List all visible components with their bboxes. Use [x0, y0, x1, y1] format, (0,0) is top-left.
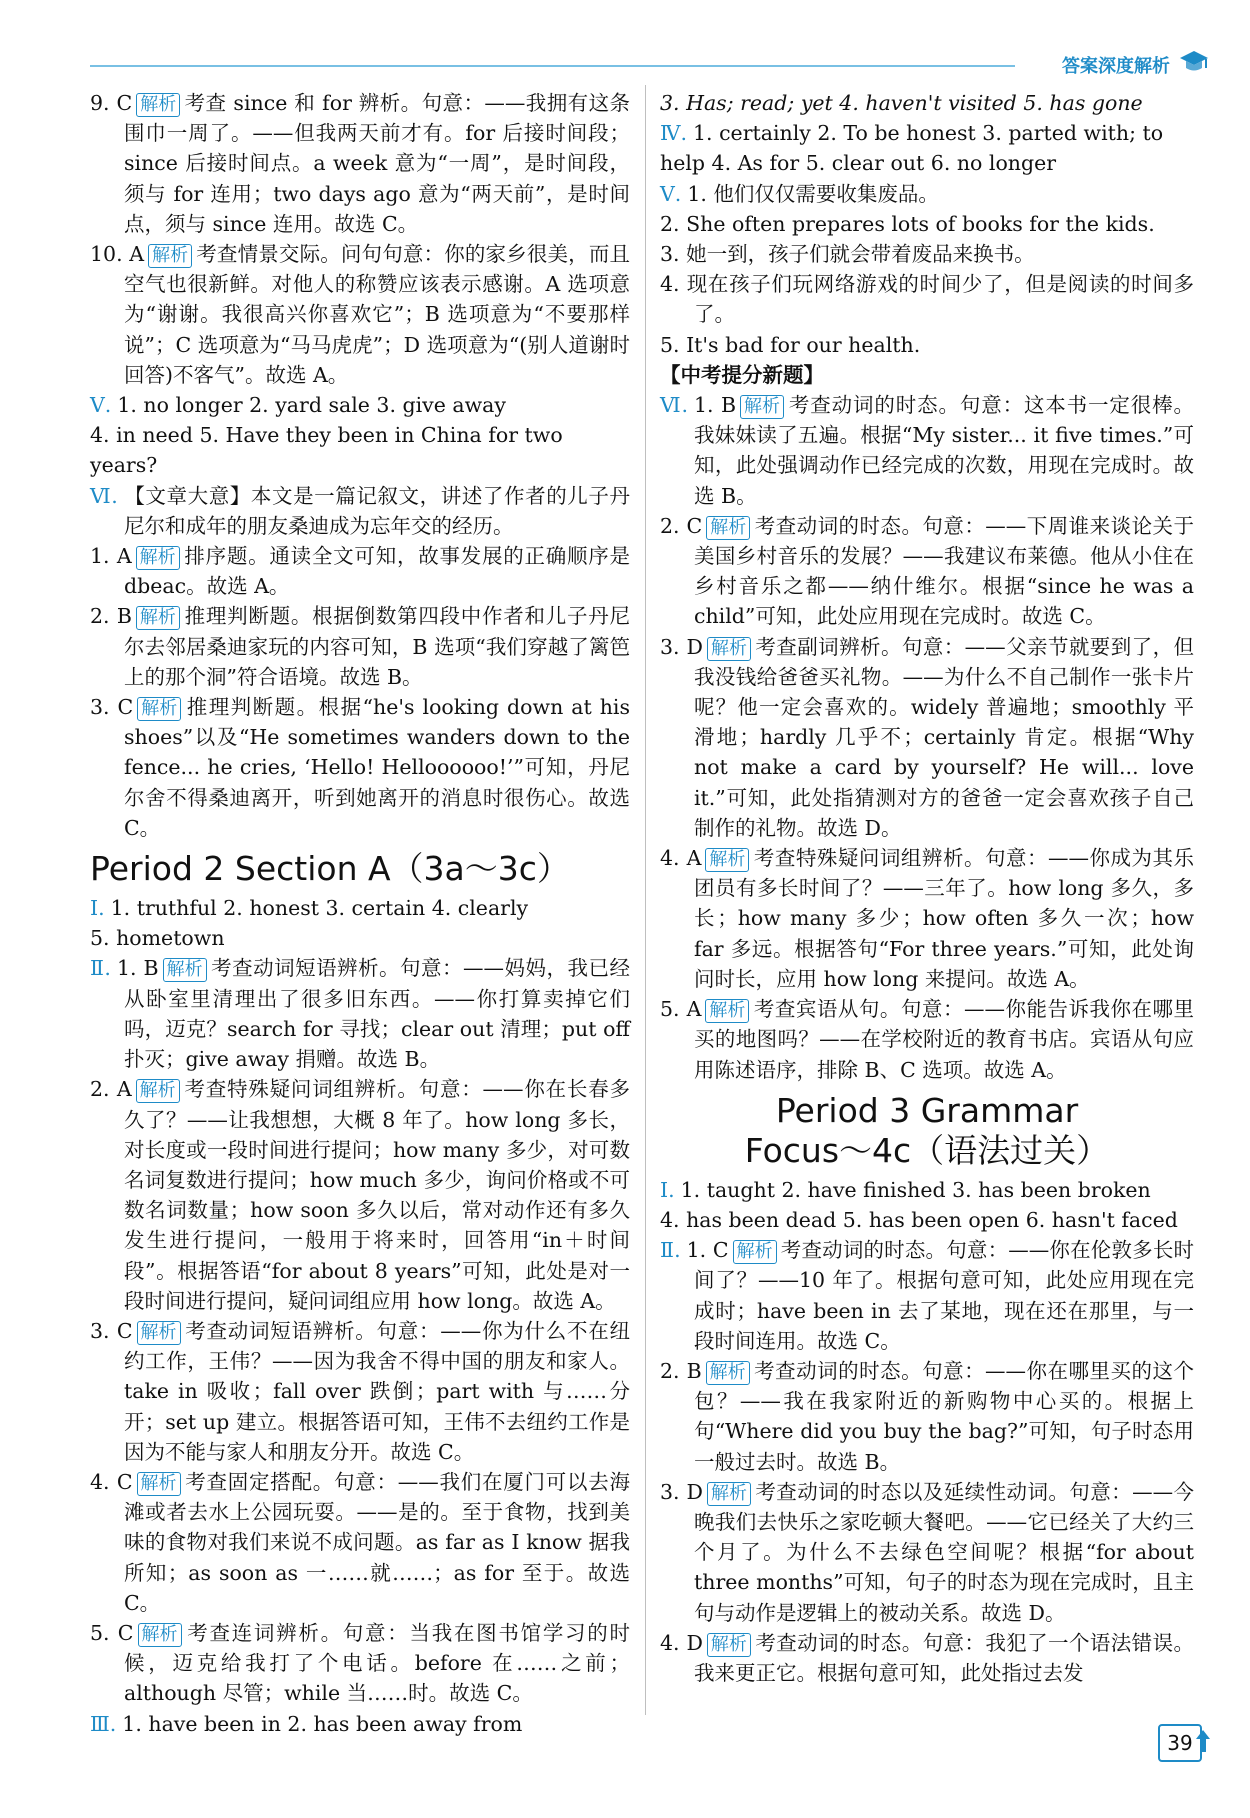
answer-line: 1. truthful 2. honest 3. certain 4. clearly: [110, 896, 529, 921]
answer-item: [660, 632, 1194, 843]
analysis-tag: 解析: [707, 1482, 751, 1506]
answer-item: [660, 1235, 1194, 1356]
answer-number: 2. B: [660, 1358, 702, 1383]
answer-number: 2. C: [660, 513, 703, 538]
analysis-text: 考查动词短语辨析。句意：——妈妈，我已经从卧室里清理出了很多旧东西。——你打算卖掉它们吗，迈克？search for 寻找；clear out 清理；put off 扑灭；give away 捐赠。故选 B。: [124, 956, 631, 1072]
answer-item: [660, 1356, 1194, 1477]
answer-item: [90, 88, 630, 239]
section-iii-answers: [90, 1709, 630, 1739]
analysis-text: 考查固定搭配。句意：——我们在厦门可以去海滩或者去水上公园玩耍。——是的。至于食物，找到美味的食物对我们来说不成问题。as far as I know 据我所知；as soon as 一……就……；as for 至于。故选 C。: [124, 1469, 630, 1615]
answer-line: 3. Has; read; yet 4. haven't visited 5. has gone: [660, 91, 1143, 115]
analysis-tag: 解析: [706, 516, 750, 540]
section-number: Ⅲ.: [90, 1711, 117, 1736]
analysis-text: 考查动词短语辨析。句意：——你为什么不在纽约工作，王伟？——因为我舍不得中国的朋友和家人。take in 吸收；fall over 跌倒；part with 与……分开；set up 建立。根据答语可知，王伟不去纽约工作是因为不能与家人和朋友分开。故选 C。: [124, 1318, 630, 1464]
answer-line: 2. She often prepares lots of books for the kids.: [660, 211, 1155, 236]
answer-item: [90, 1618, 630, 1709]
answer-item: [90, 601, 630, 692]
answer-item: [90, 239, 630, 390]
analysis-text: 考查动词的时态。句意：——下周谁来谈论关于美国乡村音乐的发展？——我建议布莱德。他从小住在乡村音乐之都——纳什维尔。根据“since he was a child”可知，此处应用现在完成时。故选 C。: [694, 513, 1195, 629]
answer-number: 4. A: [660, 846, 702, 871]
analysis-text: 推理判断题。根据“he's looking down at his shoes”以及“He sometimes wanders down to the fence... he cries, ‘Hello! Helloooooo!’”可知，丹尼尔舍不得桑迪离开，听到她离开的消息时很伤心。故选 C。: [124, 695, 630, 840]
answer-number: 1. C: [686, 1238, 729, 1263]
analysis-tag: 解析: [136, 546, 180, 570]
answer-line: 5. It's bad for our health.: [660, 332, 921, 357]
analysis-text: 考查特殊疑问词组辨析。句意：——你在长春多久了？——让我想想，大概 8 年了。how long 多长，对长度或一段时间进行提问；how many 多少，对可数名词复数进行提问；how much 多少，询问价格或不可数名词数量；how soon 多久以后，常对动作还有多久发生进行提问，一般用于将来时，回答用“in＋时间段”。根据答语“for about 8 years”可知，此处是对一段时间进行提问，疑问词组应用 how long。故选 A。: [124, 1077, 630, 1313]
answer-number: 4. D: [660, 1630, 703, 1655]
answer-number: 3. D: [660, 1479, 703, 1504]
analysis-tag: 解析: [148, 244, 192, 268]
column-divider: [645, 85, 646, 1715]
answer-line: 4. has been dead 5. has been open 6. hasn't faced: [660, 1207, 1178, 1232]
header-rule: [90, 65, 1015, 67]
analysis-text: 推理判断题。根据倒数第四段中作者和儿子丹尼尔去邻居桑迪家玩的内容可知，B 选项“我们穿越了篱笆上的那个洞”符合语境。故选 B。: [124, 604, 631, 689]
section-number: Ⅵ.: [90, 483, 118, 508]
answer-number: 10. A: [90, 242, 145, 267]
section-subheading: Focus～4c（语法过关）: [744, 1130, 1110, 1170]
answer-item: [660, 843, 1194, 994]
answer-number: 3. D: [660, 634, 703, 659]
answer-number: 2. A: [90, 1077, 132, 1102]
answer-line: 5. hometown: [90, 926, 225, 951]
section-number: Ⅵ.: [660, 393, 689, 418]
answer-line: 1. have been in 2. has been away from: [122, 1711, 523, 1736]
header-title: 答案深度解析: [1062, 56, 1170, 77]
section-i-answers: [90, 893, 630, 923]
section-number: Ⅳ.: [660, 121, 687, 146]
analysis-text: 考查副词辨析。句意：——父亲节就要到了，但我没钱给爸爸买礼物。——为什么不自己制作一张卡片呢？他一定会喜欢的。widely 普遍地；smoothly 平滑地；hardly 几乎不；certainly 肯定。根据“Why not make a card by yourself? He will... love it.”可知，此处指猜测对方的爸爸一定会喜欢孩子自己制作的礼物。故选 D。: [694, 634, 1195, 840]
answer-number: 1. B: [116, 956, 159, 981]
section-number: Ⅴ.: [660, 181, 682, 206]
right-column: [660, 88, 1194, 1688]
section-number: Ⅰ.: [90, 896, 105, 921]
section-number: Ⅱ.: [90, 956, 111, 981]
answer-number: 5. A: [660, 997, 702, 1022]
answer-item: [660, 1628, 1194, 1688]
analysis-tag: 解析: [137, 1472, 181, 1496]
analysis-tag: 解析: [705, 999, 749, 1023]
analysis-tag: 解析: [136, 606, 180, 630]
section-number: Ⅴ.: [90, 393, 112, 418]
analysis-text: 考查 since 和 for 辨析。句意：——我拥有这条围巾一周了。——但我两天前才有。for 后接时间段；since 后接时间点。a week 意为“一周”，是时间段，须与 for 连用；two days ago 意为“两天前”，是时间点，须与 since 连用。故选 C。: [124, 91, 631, 236]
page-number-text: 39: [1158, 1724, 1202, 1762]
answer-number: 9. C: [90, 91, 133, 115]
section-v-answers: [90, 390, 630, 420]
section-number: Ⅱ.: [660, 1238, 681, 1263]
analysis-tag: 解析: [705, 848, 749, 872]
analysis-tag: 解析: [706, 1361, 750, 1385]
analysis-text: 考查动词的时态。句意：我犯了一个语法错误。我来更正它。根据句意可知，此处指过去发: [694, 1630, 1194, 1685]
answer-number: 3. C: [90, 695, 134, 720]
analysis-text: 考查宾语从句。句意：——你能告诉我你在哪里买的地图吗？——在学校附近的教育书店。宾语从句应用陈述语序，排除 B、C 选项。故选 A。: [694, 997, 1194, 1082]
answer-line: 1. certainly 2. To be honest 3. parted with; to: [693, 121, 1164, 146]
answer-line: 3. 她一到，孩子们就会带着废品来换书。: [660, 242, 1035, 267]
answer-line: help 4. As for 5. clear out 6. no longer: [660, 151, 1057, 176]
analysis-tag: 解析: [137, 1321, 181, 1345]
section-iv-answers: [660, 118, 1194, 148]
answer-item: [90, 1467, 630, 1618]
section-i-answers: [660, 1175, 1194, 1205]
answer-item: [90, 541, 630, 601]
analysis-tag: 解析: [163, 958, 207, 982]
answer-item: [660, 511, 1194, 632]
summary-text: 【文章大意】本文是一篇记叙文，讲述了作者的儿子丹尼尔和成年的朋友桑迪成为忘年交的经历。: [123, 483, 630, 538]
section-vi-summary: [90, 481, 630, 541]
answer-item: [90, 1316, 630, 1467]
page-number: [1158, 1724, 1210, 1758]
answer-number: 1. A: [90, 544, 132, 569]
up-arrow-icon: [1196, 1730, 1210, 1752]
analysis-text: 考查连词辨析。句意：当我在图书馆学习的时候，迈克给我打了个电话。before 在……之前；although 尽管；while 当……时。故选 C。: [124, 1620, 631, 1706]
analysis-text: 考查动词的时态以及延续性动词。句意：——今晚我们去快乐之家吃顿大餐吧。——它已经关了大约三个月了。为什么不去绿色空间呢？根据“for about three months”可知，句子的时态为现在完成时，且主句与动作是逻辑上的被动关系。故选 D。: [694, 1479, 1195, 1625]
answer-line: 1. taught 2. have finished 3. has been broken: [680, 1177, 1151, 1202]
analysis-text: 考查情景交际。问句句意：你的家乡很美，而且空气也很新鲜。对他人的称赞应该表示感谢。A 选项意为“谢谢。我很高兴你喜欢它”；B 选项意为“不要那样说”；C 选项意为“马马虎虎”；D 选项意为“(别人道谢时回答)不客气”。故选 A。: [124, 242, 630, 387]
answer-line: 4. in need 5. Have they been in China for two years?: [90, 423, 563, 478]
section-v-answers: [660, 179, 1194, 209]
answer-item: [90, 692, 630, 843]
analysis-tag: 解析: [740, 395, 784, 419]
answer-line: 1. 他们仅仅需要收集废品。: [687, 181, 939, 206]
section-heading: Period 2 Section A（3a～3c）: [90, 849, 570, 889]
section-heading: Period 3 Grammar: [775, 1090, 1079, 1130]
tip-heading: 【中考提分新题】: [660, 362, 824, 387]
analysis-tag: 解析: [136, 93, 180, 117]
analysis-tag: 解析: [136, 1079, 180, 1103]
answer-item: [660, 1477, 1194, 1628]
answer-item: [660, 390, 1194, 511]
analysis-text: 考查动词的时态。句意：——你在伦敦多长时间了？——10 年了。根据句意可知，此处应用现在完成时；have been in 去了某地，现在还在那里，与一段时间连用。故选 C。: [694, 1238, 1195, 1353]
analysis-tag: 解析: [733, 1240, 777, 1264]
graduation-cap-icon: [1178, 48, 1210, 76]
answer-number: 5. C: [90, 1620, 134, 1645]
section-number: Ⅰ.: [660, 1177, 675, 1202]
analysis-text: 考查特殊疑问词组辨析。句意：——你成为其乐团员有多长时间了？——三年了。how long 多久，多长；how many 多少；how often 多久一次；how far 多远。根据答句“For three years.”可知，此处询问时长，应用 how long 来提问。故选 A。: [694, 846, 1194, 991]
answer-number: 3. C: [90, 1318, 133, 1343]
left-column: [90, 88, 630, 1739]
answer-number: 1. B: [694, 393, 737, 418]
analysis-tag: 解析: [707, 637, 751, 661]
answer-number: 2. B: [90, 604, 132, 629]
answer-item: [90, 953, 630, 1074]
analysis-tag: 解析: [138, 1623, 182, 1647]
analysis-tag: 解析: [137, 697, 181, 721]
answer-item: [660, 994, 1194, 1085]
analysis-text: 考查动词的时态。句意：这本书一定很棒。我妹妹读了五遍。根据“My sister... it five times.”可知，此处强调动作已经完成的次数，用现在完成时。故选 B。: [694, 393, 1195, 508]
analysis-tag: 解析: [707, 1633, 751, 1657]
answer-number: 4. C: [90, 1469, 133, 1494]
page-header: [90, 52, 1210, 78]
answer-item: [90, 1074, 630, 1316]
answer-line: 4. 现在孩子们玩网络游戏的时间少了，但是阅读的时间多了。: [660, 272, 1194, 327]
analysis-text: 考查动词的时态。句意：——你在哪里买的这个包？——我在我家附近的新购物中心买的。根据上句“Where did you buy the bag?”可知，句子时态用一般过去时。故选 B。: [694, 1358, 1195, 1474]
answer-line: 1. no longer 2. yard sale 3. give away: [117, 393, 506, 418]
analysis-text: 排序题。通读全文可知，故事发展的正确顺序是 dbeac。故选 A。: [124, 544, 630, 599]
